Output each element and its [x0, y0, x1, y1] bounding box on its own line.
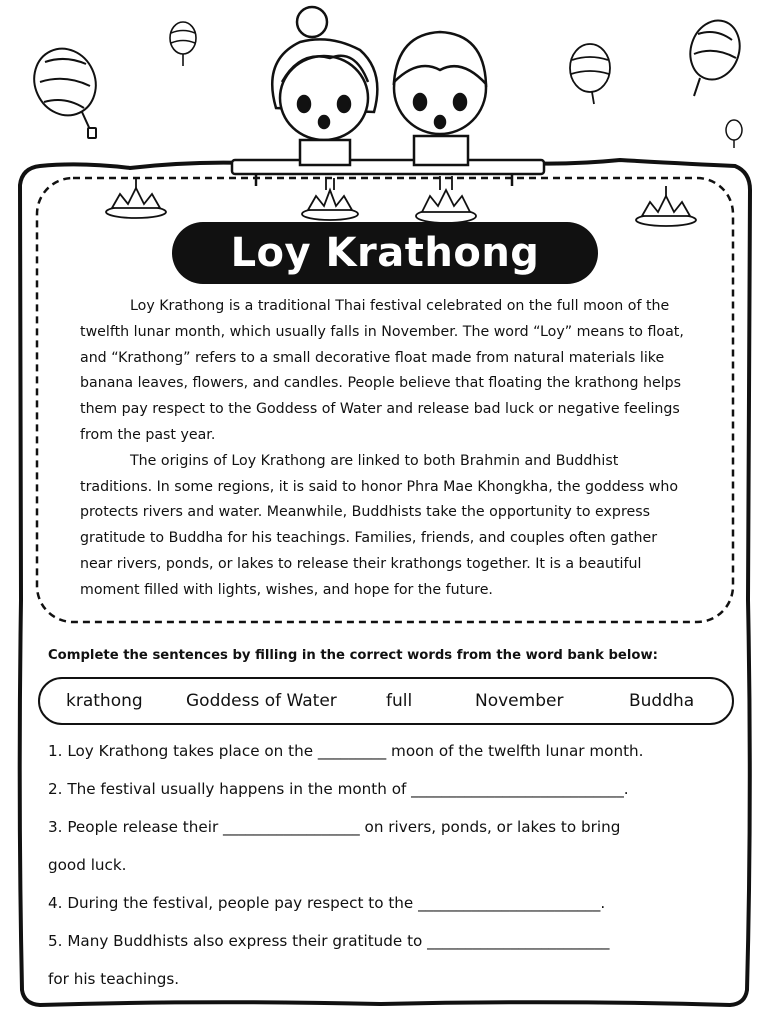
question-2: 2. The festival usually happens in the month of ____________________________. — [48, 780, 629, 798]
lantern-icon — [23, 39, 106, 138]
word-bank-item: Buddha — [629, 691, 695, 711]
word-bank-item: krathong — [66, 691, 143, 711]
krathong-icon — [416, 176, 476, 223]
lantern-icon — [170, 22, 196, 66]
krathong-icon — [302, 178, 358, 220]
question-1: 1. Loy Krathong takes place on the _________ moon of the twelfth lunar month. — [48, 742, 644, 760]
question-5: 5. Many Buddhists also express their gratitude to ________________________ — [48, 932, 610, 950]
question-3: 3. People release their __________________ on rivers, ponds, or lakes to bring — [48, 818, 621, 836]
word-bank-item: full — [386, 691, 413, 711]
word-bank-item: November — [475, 691, 564, 711]
title-banner — [172, 222, 598, 284]
lantern-icon — [726, 120, 742, 148]
lantern-icon — [683, 14, 747, 96]
krathong-icon — [636, 186, 696, 226]
boy-character — [394, 32, 486, 165]
page-title: Loy Krathong — [230, 230, 540, 276]
krathong-icon — [106, 178, 166, 218]
question-3-continued: good luck. — [48, 856, 127, 874]
lantern-icon — [570, 44, 610, 104]
wooden-bench — [232, 160, 544, 186]
paragraph: The origins of Loy Krathong are linked to both Brahmin and Buddhist traditions. In some regions, it is said to honor Phra Mae Khongkha, the goddess who protects rivers and water. Meanwhile, Buddhists take the opportunity to express gratitude to Buddha for his teachings. Families, friends, and couples often gather near rivers, ponds, or lakes to release their krathongs together. It is a beautiful moment filled with lights, wishes, and hope for the future. — [80, 452, 679, 598]
question-5-continued: for his teachings. — [48, 970, 180, 988]
question-4: 4. During the festival, people pay respect to the ________________________. — [48, 894, 606, 912]
girl-character — [272, 7, 377, 165]
exercise-instruction: Complete the sentences by filling in the correct words from the word bank below: — [48, 648, 658, 663]
reading-passage — [80, 294, 692, 604]
paragraph: Loy Krathong is a traditional Thai festival celebrated on the full moon of the twelfth lunar month, which usually falls in November. The word “Loy” means to float, and “Krathong” refers to a small decorative float made from natural materials like banana leaves, flowers, and candles. People believe that floating the krathong helps them pay respect to the Goddess of Water and release bad luck or negative feelings from the past year. — [80, 298, 684, 443]
word-bank — [38, 677, 734, 725]
word-bank-item: Goddess of Water — [186, 691, 337, 711]
